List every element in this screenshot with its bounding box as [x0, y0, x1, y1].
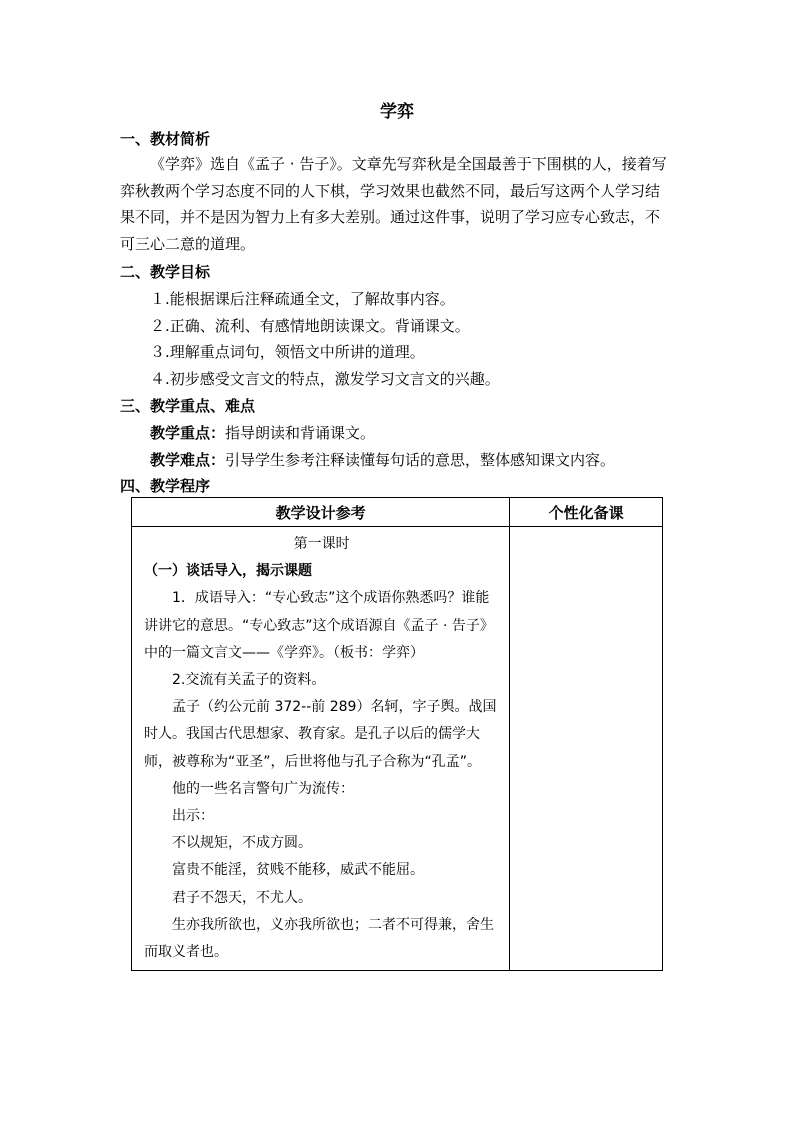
quote-3: 君子不怨天，不尤人。: [172, 889, 312, 906]
difficulty-label: 教学难点：: [150, 451, 226, 469]
key-point-text: 指导朗读和背诵课文。: [225, 424, 376, 442]
section-heading-procedure: 四、教学程序: [120, 477, 211, 495]
lesson-label: 第一课时: [293, 536, 350, 552]
design-cell: [132, 527, 510, 971]
goal-item-1: １.能根据课后注释疏通全文，了解故事内容。: [150, 290, 455, 308]
key-point-label: 教学重点：: [150, 424, 226, 442]
personalized-prep-cell[interactable]: [510, 527, 663, 971]
goal-item-2: ２.正确、流利、有感情地朗读课文。背诵课文。: [150, 317, 470, 335]
analysis-paragraph: 《学弈》选自《孟子 · 告子》。文章先写弈秋是全国最善于下围棋的人，接着写弈秋教两个学习态度不同的人下棋，学习效果也截然不同，最后写这两个人学习结果不同，并不是因为智力上有多大差别。通过这件事，说明了学习应专心致志，不可三心二意的道理。: [120, 155, 667, 253]
goal-item-4: ４.初步感受文言文的特点，激发学习文言文的兴趣。: [150, 370, 500, 388]
exchange-info-text: 2.交流有关孟子的资料。: [172, 672, 326, 689]
section-heading-goals: 二、教学目标: [120, 263, 211, 281]
section-heading-analysis: 一、教材简析: [120, 130, 211, 148]
document-title: 学弈: [380, 102, 414, 122]
difficulty-text: 引导学生参考注释读懂每句话的意思，整体感知课文内容。: [225, 451, 616, 469]
quote-1: 不以规矩，不成方圆。: [172, 835, 312, 852]
header-design-reference: 教学设计参考: [132, 498, 510, 527]
quotes-intro-text: 他的一些名言警句广为流传：: [172, 780, 354, 797]
section-heading-keypoints: 三、教学重点、难点: [120, 397, 256, 415]
show-label: 出示：: [172, 808, 214, 825]
difficulty-line: [150, 449, 615, 471]
idiom-intro-text: 1．成语导入：“专心致志”这个成语你熟悉吗？谁能讲讲它的意思。“专心致志”这个成语源自《孟子 · 告子》中的一篇文言文——《学弈》。（板书：学弈）: [144, 590, 494, 661]
key-point-line: [150, 422, 375, 444]
goal-item-3: ３.理解重点词句，领悟文中所讲的道理。: [150, 343, 425, 361]
header-personalized-prep: 个性化备课: [510, 498, 663, 527]
lesson-plan-table: [131, 497, 663, 971]
table-header-row: [132, 498, 663, 527]
quote-2: 富贵不能淫，贫贱不能移，威武不能屈。: [172, 862, 424, 879]
mencius-bio-text: 孟子（约公元前 372--前 289）名轲，字子舆。战国时人。我国古代思想家、教育家。是孔子以后的儒学大师，被尊称为“亚圣”，后世将他与孔子合称为“孔孟”。: [144, 699, 497, 770]
table-body-row: [132, 527, 663, 971]
quote-4: 生亦我所欲也，义亦我所欲也；二者不可得兼，舍生而取义者也。: [144, 916, 494, 961]
step-heading: （一）谈话导入，揭示课题: [144, 563, 312, 580]
